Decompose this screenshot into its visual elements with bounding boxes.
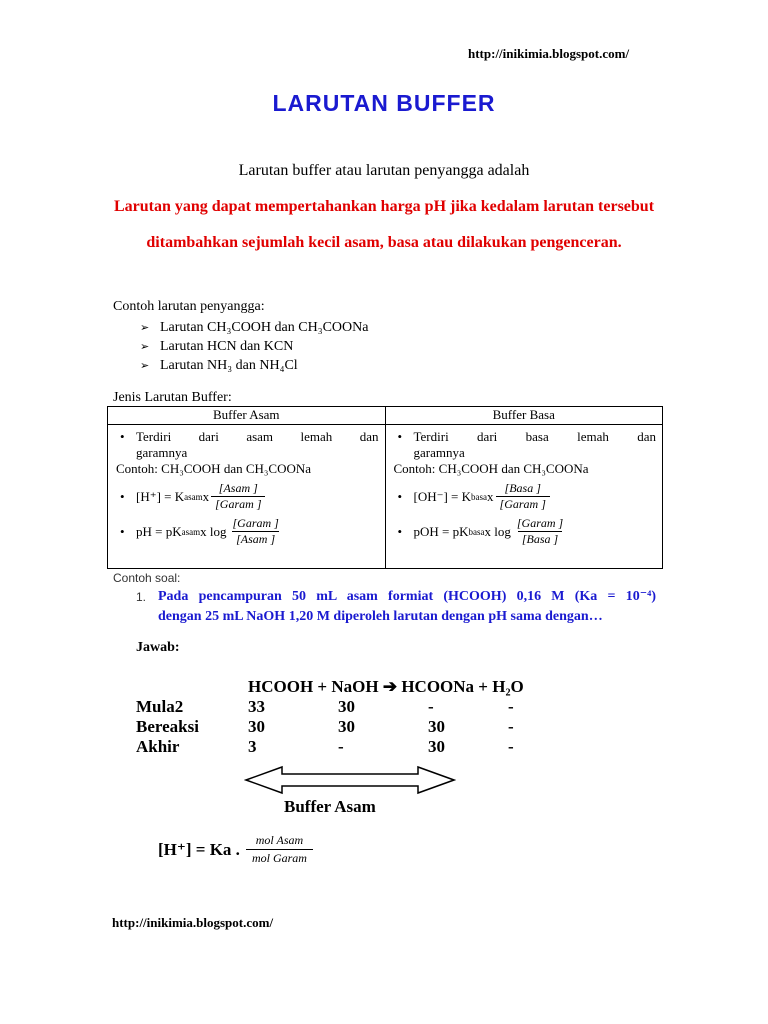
table-cell: 30 <box>338 697 355 716</box>
bullet-icon: • <box>397 523 403 539</box>
table-cell: - <box>508 737 514 756</box>
h-formula-acid: • [H⁺] = K asam x $\frac{\text{[Asam ]}}{\text{[Garam ]}}$ <box>136 481 379 512</box>
buffer-definition: Larutan yang dapat mempertahankan harga pH jika kedalam larutan tersebut ditambahkan sejumlah kecil asam, basa atau dilakukan pengenceran. <box>113 198 655 251</box>
bullet-icon: • <box>120 488 125 504</box>
base-buffer-header: Buffer Basa <box>385 407 663 425</box>
table-cell: - <box>508 717 514 736</box>
types-heading: Jenis Larutan Buffer: <box>113 390 232 405</box>
examples-list <box>140 318 368 375</box>
acid-buffer-cell: • Terdiri dari asam lemah dan garamnya Contoh: CH₃COOH dan CH₃COONa • [H⁺] = K asam x $\frac{\text{[Asam ]}}{\text{[Garam ]}}$ • pH = pK asam x log $\frac{\text{[Garam ]}}{\text{[Asam ]}}$ <box>108 425 386 569</box>
intro-text: Larutan buffer atau larutan penyangga adalah <box>238 162 530 179</box>
arrow-bullet-icon: ➢ <box>140 322 150 334</box>
bullet-icon: • <box>120 429 125 444</box>
table-cell: 3 <box>248 737 257 756</box>
table-cell: 30 <box>428 737 445 756</box>
ph-formula-acid: • pH = pK asam x log $\frac{\text{[Garam ]}}{\text{[Asam ]}}$ <box>120 516 279 546</box>
table-cell: 30 <box>248 717 265 736</box>
table-cell: - <box>428 697 434 716</box>
table-cell: 30 <box>338 717 355 736</box>
oh-formula-base: • [OH⁻] = K basa x $\frac{\text{[Basa ]}}{\text{[Garam ]}}$ <box>414 481 657 512</box>
h-ion-formula: [H⁺] = Ka . $\frac{\text{mol Asam}}{\text{mol Garam}}$ <box>158 833 313 866</box>
problem-text: Pada pencampuran 50 mL asam formiat (HCOOH) 0,16 M (Ka = 10⁻⁴) dengan 25 mL NaOH 1,20 M diperoleh larutan dengan pH sama dengan… <box>158 589 656 624</box>
table-cell: - <box>508 697 514 716</box>
header-url: http://inikimia.blogspot.com/ <box>468 46 630 61</box>
arrow-bullet-icon: ➢ <box>140 341 150 353</box>
buffer-types-table <box>107 406 663 569</box>
page-title: LARUTAN BUFFER <box>272 90 496 116</box>
arrow-bullet-icon: ➢ <box>140 360 150 372</box>
acid-buffer-header: Buffer Asam <box>108 407 386 425</box>
base-buffer-cell: • Terdiri dari basa lemah dan garamnya Contoh: CH₃COOH dan CH₃COONa • [OH⁻] = K basa x $\frac{\text{[Basa ]}}{\text{[Garam ]}}$ • pOH = pK basa x log $\frac{\text{[Garam ]}}{\text{[Basa ]}}$ <box>385 425 663 569</box>
answer-label: Jawab: <box>136 640 180 655</box>
bullet-icon: • <box>120 523 125 539</box>
table-cell: 30 <box>428 717 445 736</box>
examples-heading: Contoh larutan penyangga: <box>113 299 265 314</box>
bullet-icon: • <box>397 429 403 444</box>
list-item: ➢ Larutan NH₃ dan NH₄Cl <box>140 357 298 373</box>
row-label-akhir: Akhir <box>136 737 180 756</box>
buffer-conclusion: Buffer Asam <box>284 797 376 816</box>
double-arrow-icon <box>244 765 456 795</box>
table-cell: 33 <box>248 697 265 716</box>
table-cell: - <box>338 737 344 756</box>
list-item: ➢ Larutan CH₃COOH dan CH₃COONa <box>140 319 369 335</box>
bullet-icon: • <box>397 488 403 504</box>
row-label-mula: Mula2 <box>136 697 184 716</box>
problem-number: 1. <box>136 590 147 604</box>
reaction-equation: HCOOH + NaOH ➔ HCOONa + H₂O <box>248 677 524 696</box>
row-label-bereaksi: Bereaksi <box>136 717 199 736</box>
problem-heading: Contoh soal: <box>113 571 181 585</box>
footer-url: http://inikimia.blogspot.com/ <box>112 915 274 930</box>
list-item: ➢ Larutan HCN dan KCN <box>140 338 294 354</box>
poh-formula-base: • pOH = pK basa x log $\frac{\text{[Garam ]}}{\text{[Basa ]}}$ <box>397 516 564 546</box>
